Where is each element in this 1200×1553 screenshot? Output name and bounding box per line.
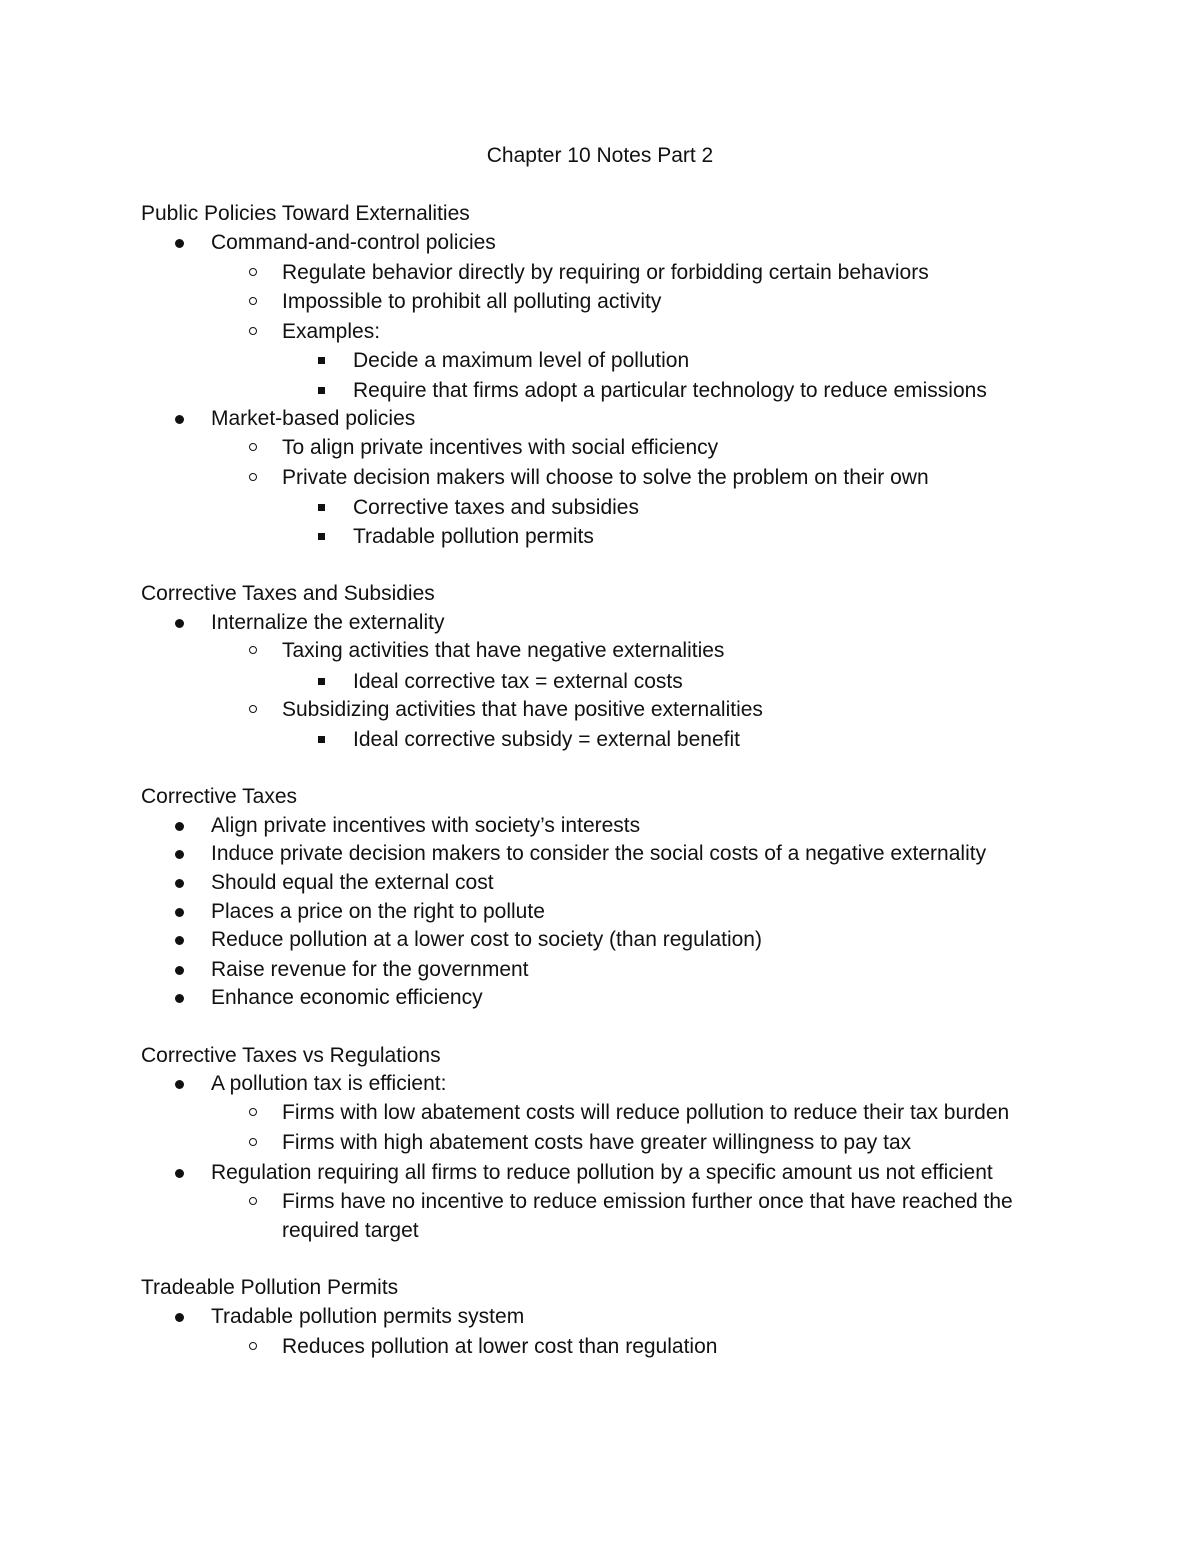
square-bullet-icon	[318, 736, 325, 743]
list-item: Induce private decision makers to consider the social costs of a negative externality	[211, 842, 987, 865]
list-item: Ideal corrective subsidy = external benefit	[353, 728, 740, 751]
list-item: Corrective taxes and subsidies	[353, 496, 639, 519]
square-bullet-icon	[318, 504, 325, 511]
list-item: Tradable pollution permits	[353, 525, 594, 548]
bullet-icon	[175, 1080, 184, 1089]
list-item: Enhance economic efficiency	[211, 986, 483, 1009]
bullet-icon	[175, 415, 184, 424]
list-item-continuation: required target	[282, 1219, 419, 1242]
circle-bullet-icon	[249, 705, 257, 713]
list-item: Require that firms adopt a particular technology to reduce emissions	[353, 379, 987, 402]
list-item: Regulate behavior directly by requiring or forbidding certain behaviors	[282, 261, 929, 284]
circle-bullet-icon	[249, 1138, 257, 1146]
circle-bullet-icon	[249, 1342, 257, 1350]
list-item: Firms with high abatement costs have greater willingness to pay tax	[282, 1131, 912, 1154]
list-item: Should equal the external cost	[211, 871, 494, 894]
circle-bullet-icon	[249, 473, 257, 481]
bullet-icon	[175, 908, 184, 917]
circle-bullet-icon	[249, 327, 257, 335]
section-heading: Corrective Taxes and Subsidies	[141, 582, 435, 605]
bullet-icon	[175, 1169, 184, 1178]
bullet-icon	[175, 1313, 184, 1322]
list-item: Ideal corrective tax = external costs	[353, 670, 683, 693]
list-item: A pollution tax is efficient:	[211, 1072, 447, 1095]
section-heading: Tradeable Pollution Permits	[141, 1276, 399, 1299]
circle-bullet-icon	[249, 297, 257, 305]
bullet-icon	[175, 850, 184, 859]
list-item: Tradable pollution permits system	[211, 1305, 525, 1328]
circle-bullet-icon	[249, 443, 257, 451]
circle-bullet-icon	[249, 1197, 257, 1205]
list-item: Subsidizing activities that have positive externalities	[282, 698, 763, 721]
list-item: Internalize the externality	[211, 611, 445, 634]
list-item: Examples:	[282, 320, 381, 343]
section-heading: Corrective Taxes	[141, 785, 298, 808]
list-item: Align private incentives with society’s interests	[211, 814, 641, 837]
bullet-icon	[175, 822, 184, 831]
list-item: Regulation requiring all firms to reduce pollution by a specific amount us not efficient	[211, 1161, 993, 1184]
list-item: Command-and-control policies	[211, 231, 496, 254]
list-item: To align private incentives with social efficiency	[282, 436, 719, 459]
bullet-icon	[175, 879, 184, 888]
list-item: Taxing activities that have negative externalities	[282, 639, 725, 662]
bullet-icon	[175, 239, 184, 248]
square-bullet-icon	[318, 533, 325, 540]
list-item: Reduce pollution at a lower cost to society (than regulation)	[211, 928, 762, 951]
list-item: Raise revenue for the government	[211, 958, 529, 981]
square-bullet-icon	[318, 357, 325, 364]
list-item: Private decision makers will choose to solve the problem on their own	[282, 466, 929, 489]
list-item: Firms have no incentive to reduce emission further once that have reached the	[282, 1190, 1013, 1213]
circle-bullet-icon	[249, 646, 257, 654]
list-item: Impossible to prohibit all polluting activity	[282, 290, 662, 313]
list-item: Places a price on the right to pollute	[211, 900, 545, 923]
circle-bullet-icon	[249, 1108, 257, 1116]
page-title: Chapter 10 Notes Part 2	[486, 144, 714, 167]
section-heading: Corrective Taxes vs Regulations	[141, 1044, 441, 1067]
list-item: Firms with low abatement costs will reduce pollution to reduce their tax burden	[282, 1101, 1010, 1124]
square-bullet-icon	[318, 387, 325, 394]
list-item: Market-based policies	[211, 407, 416, 430]
section-heading: Public Policies Toward Externalities	[141, 202, 470, 225]
bullet-icon	[175, 619, 184, 628]
bullet-icon	[175, 966, 184, 975]
list-item: Decide a maximum level of pollution	[353, 349, 690, 372]
list-item: Reduces pollution at lower cost than regulation	[282, 1335, 718, 1358]
bullet-icon	[175, 936, 184, 945]
circle-bullet-icon	[249, 268, 257, 276]
bullet-icon	[175, 994, 184, 1003]
square-bullet-icon	[318, 678, 325, 685]
